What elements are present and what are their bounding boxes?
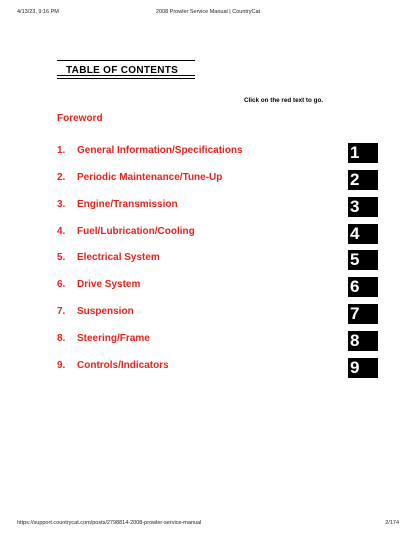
section-tab-number: 7: [350, 304, 360, 323]
toc-entry-number: 2.: [57, 172, 66, 183]
section-tab-number: 6: [350, 277, 360, 296]
section-tab-number: 8: [350, 331, 360, 350]
navigation-hint: Click on the red text to go.: [244, 97, 324, 104]
section-tab-number: 2: [350, 170, 360, 189]
section-tab-7: [348, 304, 378, 324]
toc-entry-number: 3.: [57, 199, 66, 210]
toc-entry-label: Fuel/Lubrication/Cooling: [77, 226, 195, 237]
section-tab-number: 4: [350, 224, 360, 243]
section-tab-6: [348, 277, 378, 297]
section-tab-number: 3: [350, 197, 360, 216]
print-page-count: 2/174: [385, 520, 399, 526]
toc-entry-label: Controls/Indicators: [77, 360, 169, 371]
toc-title: TABLE OF CONTENTS: [66, 65, 179, 76]
toc-entry-number: 1.: [57, 145, 66, 156]
section-tab-9: [348, 358, 378, 378]
toc-entry-label: General Information/Specifications: [77, 145, 243, 156]
toc-entry-number: 4.: [57, 226, 66, 237]
toc-entry-label: Suspension: [77, 306, 134, 317]
toc-entry-label: Engine/Transmission: [77, 199, 178, 210]
section-tab-2: [348, 170, 378, 190]
section-tab-number: 5: [350, 250, 360, 269]
section-tab-8: [348, 331, 378, 351]
toc-entry-label: Drive System: [77, 279, 141, 290]
section-tab-3: [348, 197, 378, 217]
toc-entry-label: Electrical System: [77, 252, 160, 263]
toc-title-box: [57, 60, 195, 79]
toc-entry-number: 9.: [57, 360, 66, 371]
section-tab-number: 1: [350, 143, 360, 162]
print-page-title: 2008 Prowler Service Manual | CountryCat: [155, 9, 261, 15]
foreword-link[interactable]: Foreword: [57, 113, 103, 124]
toc-entry-number: 5.: [57, 252, 66, 263]
toc-entry-number: 7.: [57, 306, 66, 317]
section-tab-number: 9: [350, 358, 360, 377]
section-tab-1: [348, 143, 378, 163]
toc-entry-number: 6.: [57, 279, 66, 290]
section-tab-4: [348, 224, 378, 244]
toc-entry-label: Periodic Maintenance/Tune-Up: [77, 172, 223, 183]
section-tab-5: [348, 250, 378, 270]
print-datetime: 4/13/23, 9:16 PM: [17, 9, 59, 15]
toc-entry-label: Steering/Frame: [77, 333, 150, 344]
print-url: https://support.countrycat.com/posts/2798814-2008-prowler-service-manual: [17, 520, 202, 526]
toc-entry-number: 8.: [57, 333, 66, 344]
